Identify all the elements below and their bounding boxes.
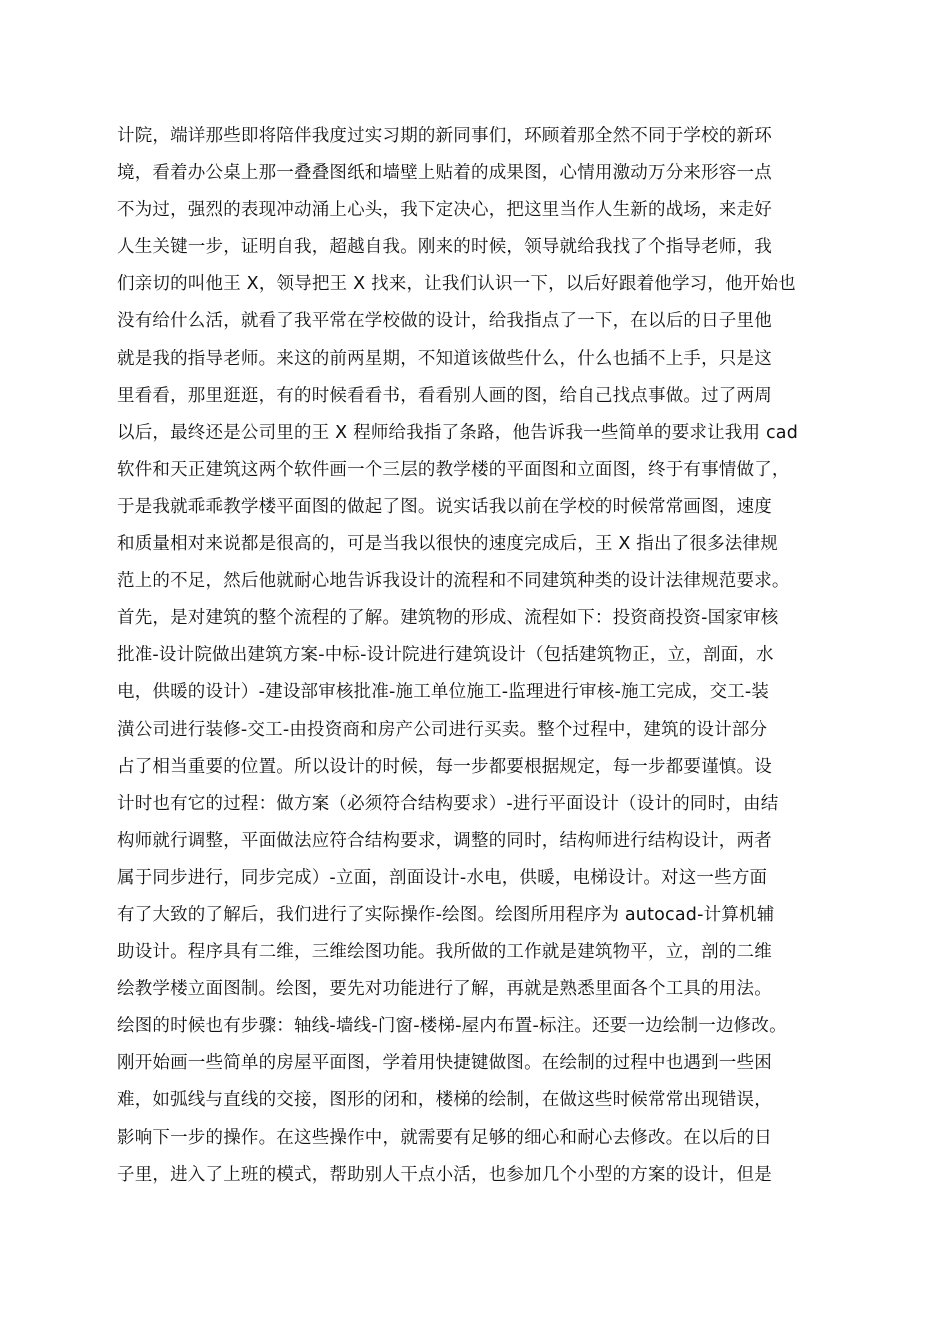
text-line: 不为过，强烈的表现冲动涌上心头，我下定决心，把这里当作人生新的战场，来走好: [117, 200, 772, 221]
text-line: 电，供暖的设计）-建设部审核批准-施工单位施工-监理进行审核-施工完成，交工-装: [117, 682, 770, 703]
text-line: 计院，端详那些即将陪伴我度过实习期的新同事们，环顾着那全然不同于学校的新环: [117, 126, 772, 146]
text-line: 难，如弧线与直线的交接，图形的闭和，楼梯的绘制，在做这些时候常常出现错误，: [117, 1090, 772, 1111]
text-line: 境，看着办公桌上那一叠叠图纸和墙壁上贴着的成果图，心情用激动万分来形容一点: [117, 163, 772, 184]
text-line: 计时也有它的过程：做方案（必须符合结构要求）-进行平面设计（设计的同时，由结: [117, 793, 779, 814]
text-line: 子里，进入了上班的模式，帮助别人干点小活，也参加几个小型的方案的设计，但是: [117, 1164, 772, 1185]
text-line: 绘教学楼立面图制。绘图，要先对功能进行了解，再就是熟悉里面各个工具的用法。: [117, 979, 772, 1000]
text-line: 和质量相对来说都是很高的，可是当我以很快的速度完成后，王 X 指出了很多法律规: [117, 534, 778, 555]
text-line: 以后，最终还是公司里的王 X 程师给我指了条路，他告诉我一些简单的要求让我用 cad: [117, 422, 799, 443]
text-line: 助设计。程序具有二维，三维绘图功能。我所做的工作就是建筑物平，立，剖的二维: [117, 942, 772, 963]
text-line: 刚开始画一些简单的房屋平面图，学着用快捷键做图。在绘制的过程中也遇到一些困: [117, 1053, 772, 1074]
text-line: 里看看，那里逛逛，有的时候看看书，看看别人画的图，给自己找点事做。过了两周: [117, 385, 772, 406]
text-line: 于是我就乖乖教学楼平面图的做起了图。说实话我以前在学校的时候常常画图，速度: [117, 496, 772, 517]
text-line: 绘图的时候也有步骤：轴线-墙线-门窗-楼梯-屋内布置-标注。还要一边绘制一边修改。: [117, 1016, 787, 1037]
text-line: 占了相当重要的位置。所以设计的时候，每一步都要根据规定，每一步都要谨慎。设: [117, 756, 772, 777]
text-line: 们亲切的叫他王 X，领导把王 X 找来，让我们认识一下，以后好跟着他学习，他开始也: [117, 274, 796, 295]
text-line: 属于同步进行，同步完成）-立面，剖面设计-水电，供暖，电梯设计。对这一些方面: [117, 867, 768, 888]
text-line: 批准-设计院做出建筑方案-中标-设计院进行建筑设计（包括建筑物正，立，剖面，水: [117, 645, 774, 666]
text-line: 没有给什么活，就看了我平常在学校做的设计，给我指点了一下，在以后的日子里他: [117, 311, 772, 332]
text-line: 影响下一步的操作。在这些操作中，就需要有足够的细心和耐心去修改。在以后的日: [117, 1127, 772, 1148]
text-line: 范上的不足，然后他就耐心地告诉我设计的流程和不同建筑种类的设计法律规范要求。: [117, 571, 790, 592]
text-line: 软件和天正建筑这两个软件画一个三层的教学楼的平面图和立面图，终于有事情做了，: [117, 459, 790, 480]
text-line: 潢公司进行装修-交工-由投资商和房产公司进行买卖。整个过程中，建筑的设计部分: [117, 719, 768, 740]
text-line: 构师就行调整，平面做法应符合结构要求，调整的同时，结构师进行结构设计，两者: [117, 830, 772, 851]
body-text: [117, 118, 837, 1194]
text-line: 人生关键一步，证明自我，超越自我。刚来的时候，领导就给我找了个指导老师，我: [117, 237, 772, 258]
text-line: 就是我的指导老师。来这的前两星期，不知道该做些什么，什么也插不上手，只是这: [117, 348, 772, 369]
text-line: 首先，是对建筑的整个流程的了解。建筑物的形成、流程如下：投资商投资-国家审核: [117, 608, 779, 629]
text-line: 有了大致的了解后，我们进行了实际操作-绘图。绘图所用程序为 autocad-计算机辅: [117, 904, 775, 925]
